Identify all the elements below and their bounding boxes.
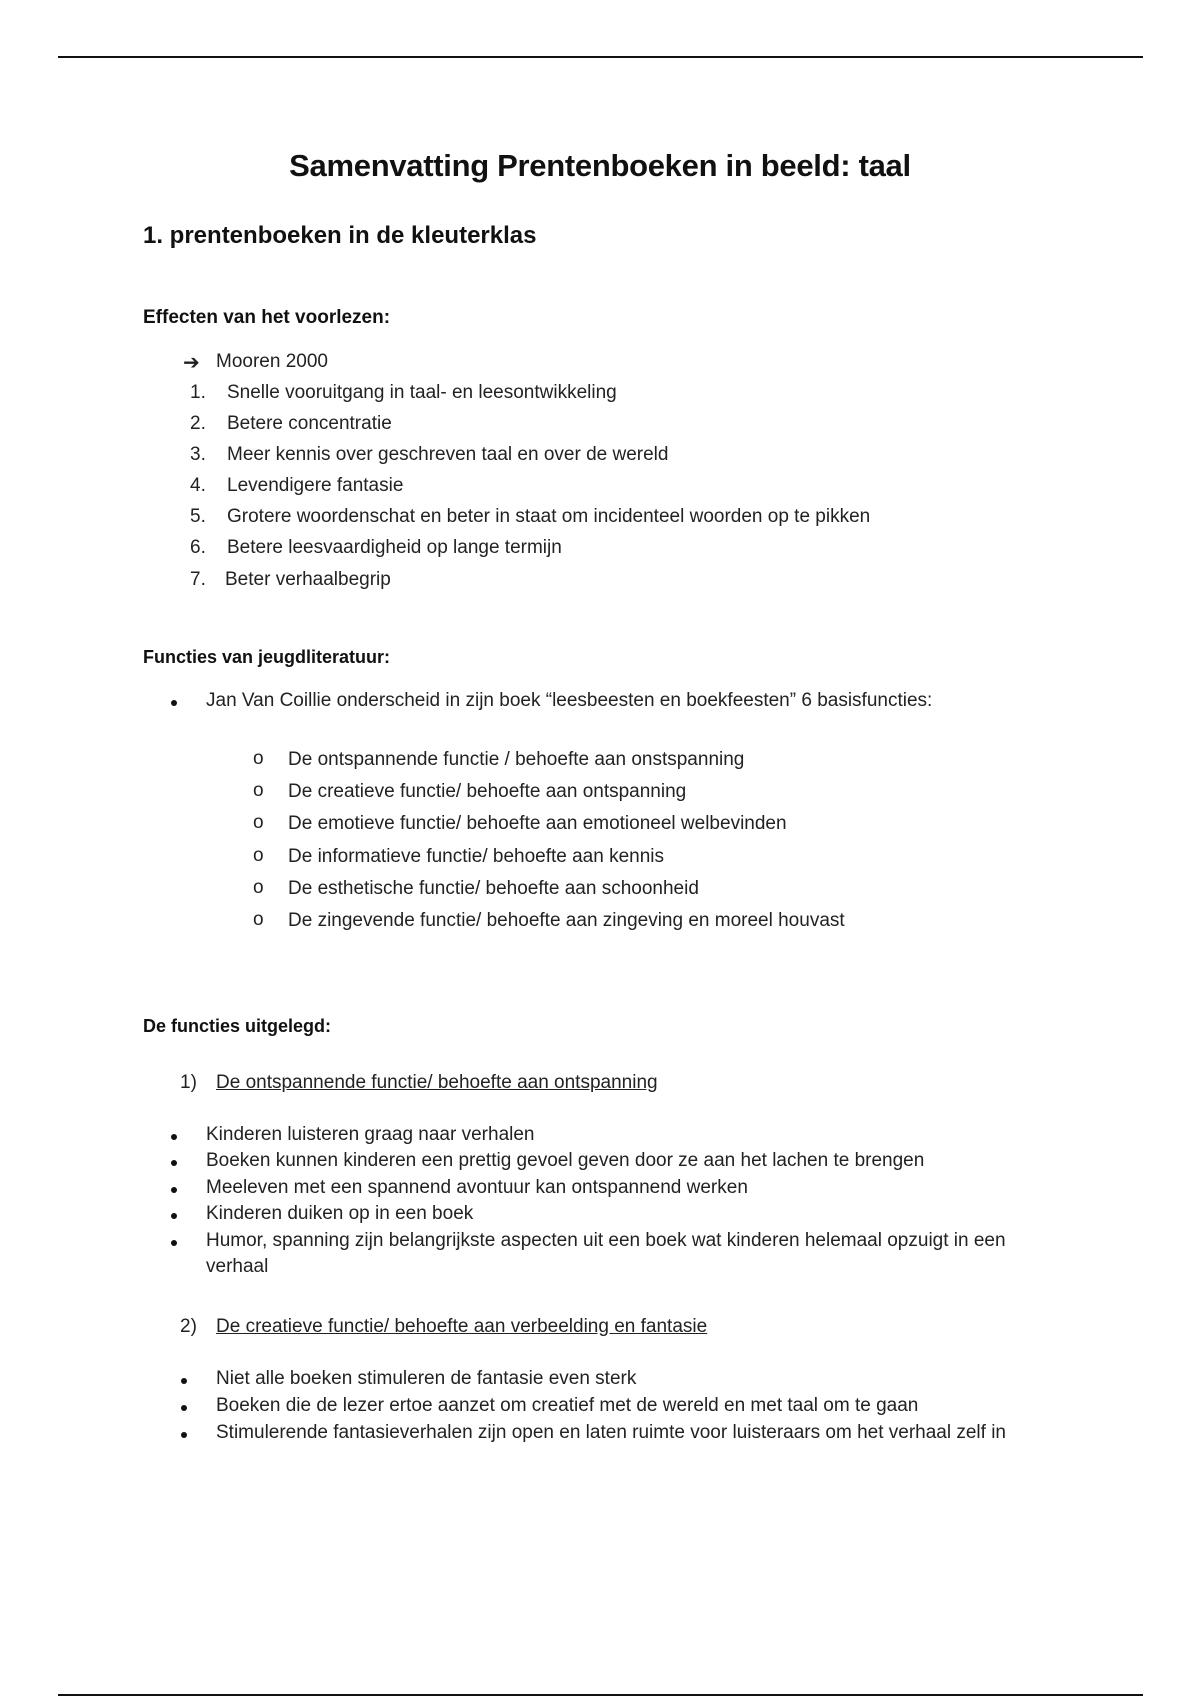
bullet-icon <box>171 1187 177 1193</box>
bullet-icon <box>171 1240 177 1246</box>
list-number: 2) <box>180 1316 197 1337</box>
list-item: Kinderen duiken op in een boek <box>206 1203 474 1224</box>
footer-rule <box>58 1694 1143 1696</box>
arrow-icon: ➔ <box>183 352 200 374</box>
bullet-icon <box>171 1213 177 1219</box>
list-item: De esthetische functie/ behoefte aan schoonheid <box>288 878 699 899</box>
document-title: Samenvatting Prentenboeken in beeld: taal <box>289 148 911 183</box>
list-item: Snelle vooruitgang in taal- en leesontwikkeling <box>227 382 617 403</box>
functies-heading: Functies van jeugdliteratuur: <box>143 647 391 667</box>
list-item: De emotieve functie/ behoefte aan emotioneel welbevinden <box>288 813 787 834</box>
circle-bullet-icon: o <box>253 845 264 866</box>
circle-bullet-icon: o <box>253 780 264 801</box>
list-item: Levendigere fantasie <box>227 475 404 496</box>
effecten-heading: Effecten van het voorlezen: <box>143 307 391 328</box>
list-item: Meer kennis over geschreven taal en over de wereld <box>227 444 669 465</box>
list-item: Mooren 2000 <box>216 351 328 372</box>
section-heading-1: 1. prentenboeken in de kleuterklas <box>143 222 537 249</box>
list-number: 5. <box>190 506 206 527</box>
circle-bullet-icon: o <box>253 812 264 833</box>
header-rule <box>58 56 1143 58</box>
list-item: Kinderen luisteren graag naar verhalen <box>206 1124 535 1145</box>
list-item: De informatieve functie/ behoefte aan kennis <box>288 846 665 867</box>
list-item: De creatieve functie/ behoefte aan ontspanning <box>288 781 687 802</box>
list-number: 1) <box>180 1072 197 1093</box>
function-2-title: De creatieve functie/ behoefte aan verbeelding en fantasie <box>216 1316 708 1337</box>
bullet-icon <box>171 1134 177 1140</box>
list-item: Boeken kunnen kinderen een prettig gevoel geven door ze aan het lachen te brengen <box>206 1150 925 1171</box>
list-item: De ontspannende functie / behoefte aan onstspanning <box>288 749 745 770</box>
bullet-icon <box>171 1160 177 1166</box>
bullet-icon <box>181 1378 187 1384</box>
circle-bullet-icon: o <box>253 877 264 898</box>
list-number: 1. <box>190 382 206 403</box>
circle-bullet-icon: o <box>253 909 264 930</box>
list-item: Betere leesvaardigheid op lange termijn <box>227 537 562 558</box>
list-item: Niet alle boeken stimuleren de fantasie even sterk <box>216 1368 637 1389</box>
bullet-icon <box>171 700 177 706</box>
functies-intro: Jan Van Coillie onderscheid in zijn boek “leesbeesten en boekfeesten” 6 basisfuncties: <box>206 690 933 711</box>
list-number: 6. <box>190 537 206 558</box>
circle-bullet-icon: o <box>253 748 264 769</box>
list-item: Boeken die de lezer ertoe aanzet om creatief met de wereld en met taal om te gaan <box>216 1395 919 1416</box>
list-item: Meeleven met een spannend avontuur kan ontspannend werken <box>206 1177 748 1198</box>
bullet-icon <box>181 1432 187 1438</box>
list-item: Grotere woordenschat en beter in staat om incidenteel woorden op te pikken <box>227 506 871 527</box>
list-item: Humor, spanning zijn belangrijkste aspecten uit een boek wat kinderen helemaal opzuigt in een <box>206 1230 1006 1251</box>
list-item-continuation: verhaal <box>206 1256 269 1277</box>
list-item: Betere concentratie <box>227 413 392 434</box>
list-item: Stimulerende fantasieverhalen zijn open en laten ruimte voor luisteraars om het verhaal zelf in <box>216 1422 1006 1443</box>
bullet-icon <box>181 1405 187 1411</box>
list-number: 3. <box>190 444 206 465</box>
list-number: 7. <box>190 569 206 590</box>
uitgelegd-heading: De functies uitgelegd: <box>143 1016 332 1036</box>
function-1-title: De ontspannende functie/ behoefte aan ontspanning <box>216 1072 658 1093</box>
list-number: 2. <box>190 413 206 434</box>
list-number: 4. <box>190 475 206 496</box>
list-item: Beter verhaalbegrip <box>225 569 391 590</box>
list-item: De zingevende functie/ behoefte aan zingeving en moreel houvast <box>288 910 845 931</box>
